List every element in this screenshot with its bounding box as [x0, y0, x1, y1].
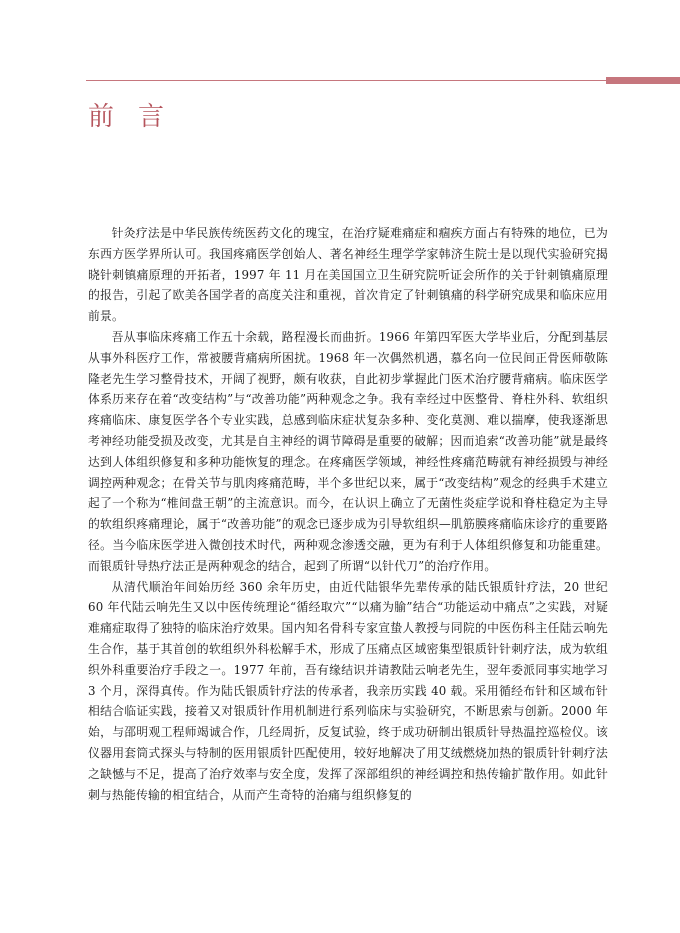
paragraph-2: 吾从事临床疼痛工作五十余载，路程漫长而曲折。1966 年第四军医大学毕业后，分配到基层从事外科医疗工作，常被腰背痛病所困扰。1968 年一次偶然机遇，慕名向一位民间正骨医师敬陈隆老先生学习整骨技术，开阔了视野，颇有收获，自此初步掌握此门医术治疗腰背痛病。临床医学体系历来存在着“改变结构”与“改善功能”两种观念之争。我有幸经过中医整骨、脊柱外科、软组织疼痛临床、康复医学各个专业实践，总感到临床症状复杂多种、变化莫测、难以揣摩，使我逐渐思考神经功能受损及改变，尤其是自主神经的调节障碍是重要的破解；因而追索“改善功能”就是最终达到人体组织修复和多种功能恢复的理念。在疼痛医学领域，神经性疼痛范畴就有神经损毁与神经调控两种观念；在骨关节与肌肉疼痛范畴，半个多世纪以来，属于“改变结构”观念的经典手术建立起了一个称为“椎间盘王朝”的主流意识。而今，在认识上确立了无菌性炎症学说和脊柱稳定为主导的软组织疼痛理论，属于“改善功能”的观念已逐步成为引导软组织—肌筋膜疼痛临床诊疗的重要路径。当今临床医学进入微创技术时代，两种观念渗透交融，更为有利于人体组织修复和功能重建。而银质针导热疗法正是两种观念的结合，起到了所谓“以针代刀”的治疗作用。: [88, 329, 608, 573]
body-text: [88, 223, 608, 805]
header-rule: [86, 80, 606, 81]
paragraph-1: 针灸疗法是中华民族传统医药文化的瑰宝，在治疗疑难痛症和痼疾方面占有特殊的地位，已为东西方医学界所认可。我国疼痛医学创始人、著名神经生理学学家韩济生院士是以现代实验研究揭晓针刺镇痛原理的开拓者，1997 年 11 月在美国国立卫生研究院听证会所作的关于针刺镇痛原理的报告，引起了欧美各国学者的高度关注和重视，首次肯定了针刺镇痛的科学研究成果和临床应用前景。: [88, 226, 608, 324]
paragraph-3: 从清代顺治年间始历经 360 余年历史，由近代陆银华先辈传承的陆氏银质针疗法，20 世纪 60 年代陆云响先生又以中医传统理论“循经取穴”“以痛为腧”结合“功能运动中痛点”之实践，对疑难痛症取得了独特的临床治疗效果。国内知名骨科专家宣蛰人教授与同院的中医伤科主任陆云响先生合作，基于其首创的软组织外科松解手术，形成了压痛点区域密集型银质针针刺疗法，成为软组织外科重要治疗手段之一。1977 年前，吾有缘结识并请教陆云响老先生，翌年委派同事实地学习 3 个月，深得真传。作为陆氏银质针疗法的传承者，我亲历实践 40 载。采用循经布针和区域布针相结合临证实践，接着又对银质针作用机制进行系列临床与实验研究，不断思索与创新。2000 年始，与邵明观工程师竭诚合作，几经周折，反复试验，终于成功研制出银质针导热温控巡检仪。该仪器用套筒式探头与特制的医用银质针匹配使用，较好地解决了用艾绒燃烧加热的银质针针刺疗法之缺憾与不足，提高了治疗效率与安全度，发挥了深部组织的神经调控和热传输扩散作用。如此针刺与热能传输的相宜结合，从而产生奇特的治痛与组织修复的: [88, 579, 608, 802]
page-title: 前言: [88, 102, 189, 132]
header-accent-bar: [606, 77, 680, 84]
